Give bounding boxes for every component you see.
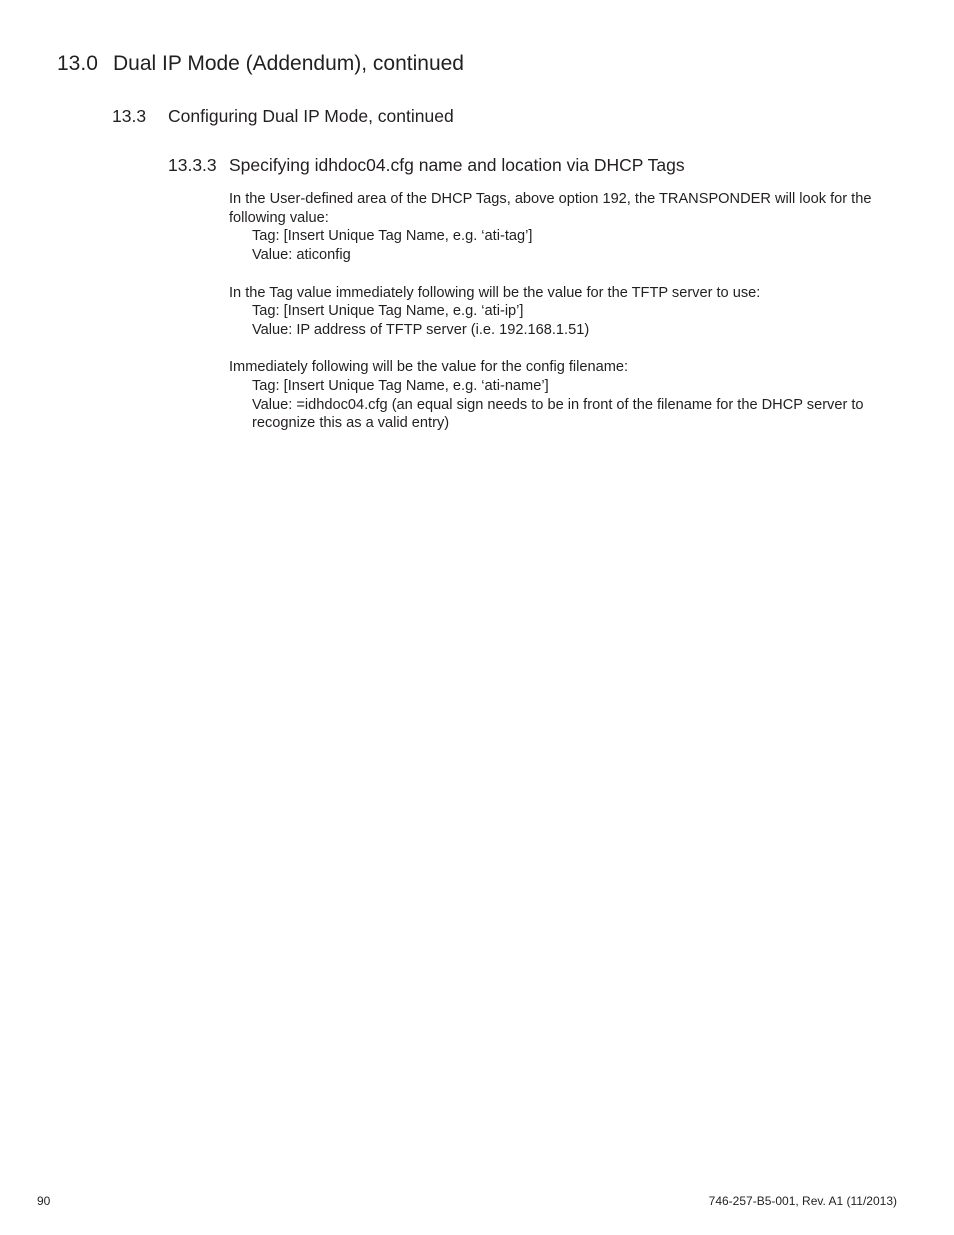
paragraph-intro: In the User-defined area of the DHCP Tags, above option 192, the TRANSPONDER will look for the following value: <box>229 191 872 226</box>
subsubsection-heading <box>168 154 685 176</box>
page-number: 90 <box>37 1194 51 1208</box>
paragraph-tftp-server <box>229 284 895 340</box>
tag-line: Tag: [Insert Unique Tag Name, e.g. ‘ati-ip’] <box>252 303 524 320</box>
paragraph-intro: In the Tag value immediately following will be the value for the TFTP server to use: <box>229 284 761 301</box>
document-id: 746-257-B5-001, Rev. A1 (11/2013) <box>708 1194 897 1208</box>
subsubsection-number: 13.3.3 <box>168 155 217 175</box>
section-heading <box>57 51 464 77</box>
paragraph-config-filename <box>229 358 895 433</box>
tag-line: Tag: [Insert Unique Tag Name, e.g. ‘ati-tag’] <box>252 228 533 245</box>
value-line: Value: =idhdoc04.cfg (an equal sign needs to be in front of the filename for the DHCP server to recognize this as a valid entry) <box>252 396 864 432</box>
subsection-number: 13.3 <box>112 106 147 126</box>
body-text <box>229 190 895 452</box>
value-line: Value: IP address of TFTP server (i.e. 192.168.1.51) <box>252 321 590 338</box>
value-line: Value: aticonfig <box>252 247 351 264</box>
paragraph-intro: Immediately following will be the value for the config filename: <box>229 359 629 376</box>
paragraph-dhcp-tag <box>229 190 895 265</box>
subsection-heading <box>112 105 454 127</box>
subsubsection-title: Specifying idhdoc04.cfg name and location via DHCP Tags <box>229 155 685 175</box>
section-title: Dual IP Mode (Addendum), continued <box>113 52 464 75</box>
tag-line: Tag: [Insert Unique Tag Name, e.g. ‘ati-name’] <box>252 378 549 394</box>
section-number: 13.0 <box>57 52 98 75</box>
subsection-title: Configuring Dual IP Mode, continued <box>168 106 454 126</box>
